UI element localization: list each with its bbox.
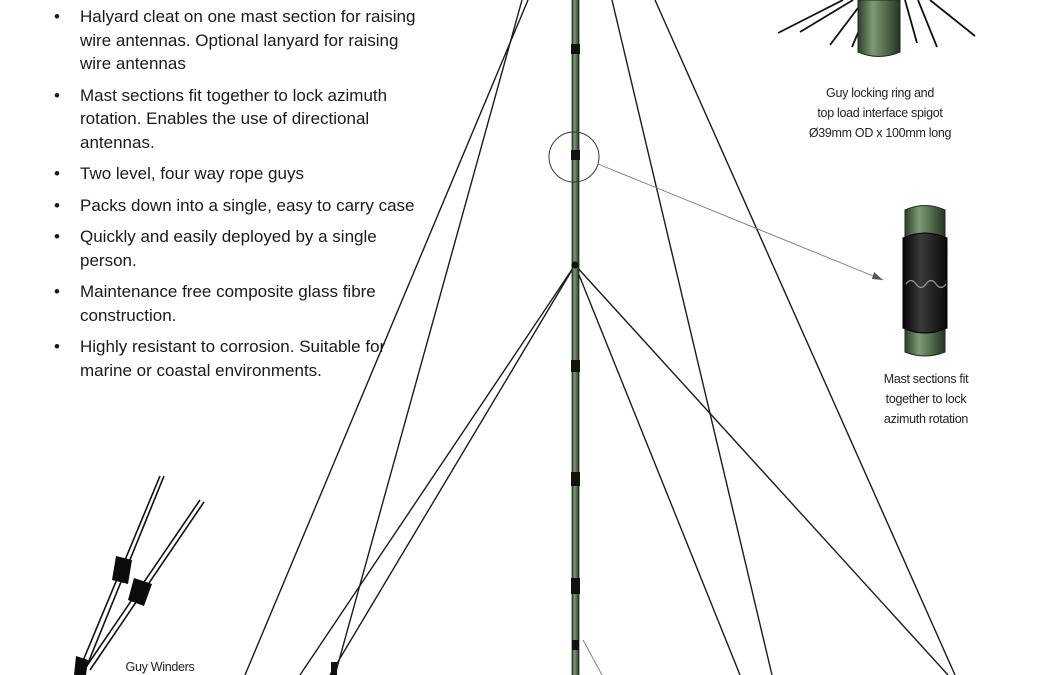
feature-item-corrosion xyxy=(54,335,434,382)
mast-section-detail xyxy=(903,206,947,357)
feature-item-carry-case xyxy=(54,194,434,218)
rope-end-fitting xyxy=(331,662,337,675)
caption-line: Ø39mm OD x 100mm long xyxy=(808,126,952,140)
feature-item-halyard xyxy=(54,5,434,76)
guy-junction xyxy=(572,262,579,269)
bullet-icon: • xyxy=(54,227,60,246)
bullet-icon: • xyxy=(54,7,60,26)
caption-line: top load interface spigot xyxy=(817,106,943,120)
bullet-icon: • xyxy=(54,195,60,215)
bottom-leader xyxy=(583,640,602,675)
feature-list xyxy=(54,5,434,390)
bullet-icon: • xyxy=(54,85,60,105)
guy-winders-caption: Guy Winders xyxy=(125,660,195,674)
feature-text: Highly resistant to corrosion. Suitable for marine or coastal environments. xyxy=(80,337,386,380)
guy-winders xyxy=(74,476,204,675)
bullet-icon: • xyxy=(54,337,60,356)
caption-line: Guy locking ring and xyxy=(826,86,934,100)
guy-ring-spigot xyxy=(778,0,975,57)
mast-sections-caption xyxy=(856,369,996,429)
caption-line: azimuth rotation xyxy=(883,412,969,426)
caption-line: Mast sections fit xyxy=(883,372,969,386)
feature-text: Halyard cleat on one mast section for raising wire antennas. Optional lanyard for raising wire antennas xyxy=(80,7,416,73)
feature-item-rope-guys xyxy=(54,162,434,186)
caption-line: together to lock xyxy=(885,392,967,406)
feature-item-azimuth-lock xyxy=(54,84,434,155)
feature-text: Mast sections fit together to lock azimuth rotation. Enables the use of directional antennas. xyxy=(80,85,388,152)
feature-item-single-person xyxy=(54,225,434,272)
feature-text: Maintenance free composite glass fibre construction. xyxy=(80,282,376,325)
bullet-icon: • xyxy=(54,164,60,183)
feature-text: Quickly and easily deployed by a single person. xyxy=(80,227,377,270)
mast xyxy=(571,0,580,675)
bullet-icon: • xyxy=(54,282,60,301)
guy-ring-caption xyxy=(790,83,970,143)
feature-text: Packs down into a single, easy to carry case xyxy=(80,195,415,215)
feature-item-composite xyxy=(54,280,434,327)
feature-text: Two level, four way rope guys xyxy=(80,164,304,183)
detail-leader xyxy=(598,164,883,280)
